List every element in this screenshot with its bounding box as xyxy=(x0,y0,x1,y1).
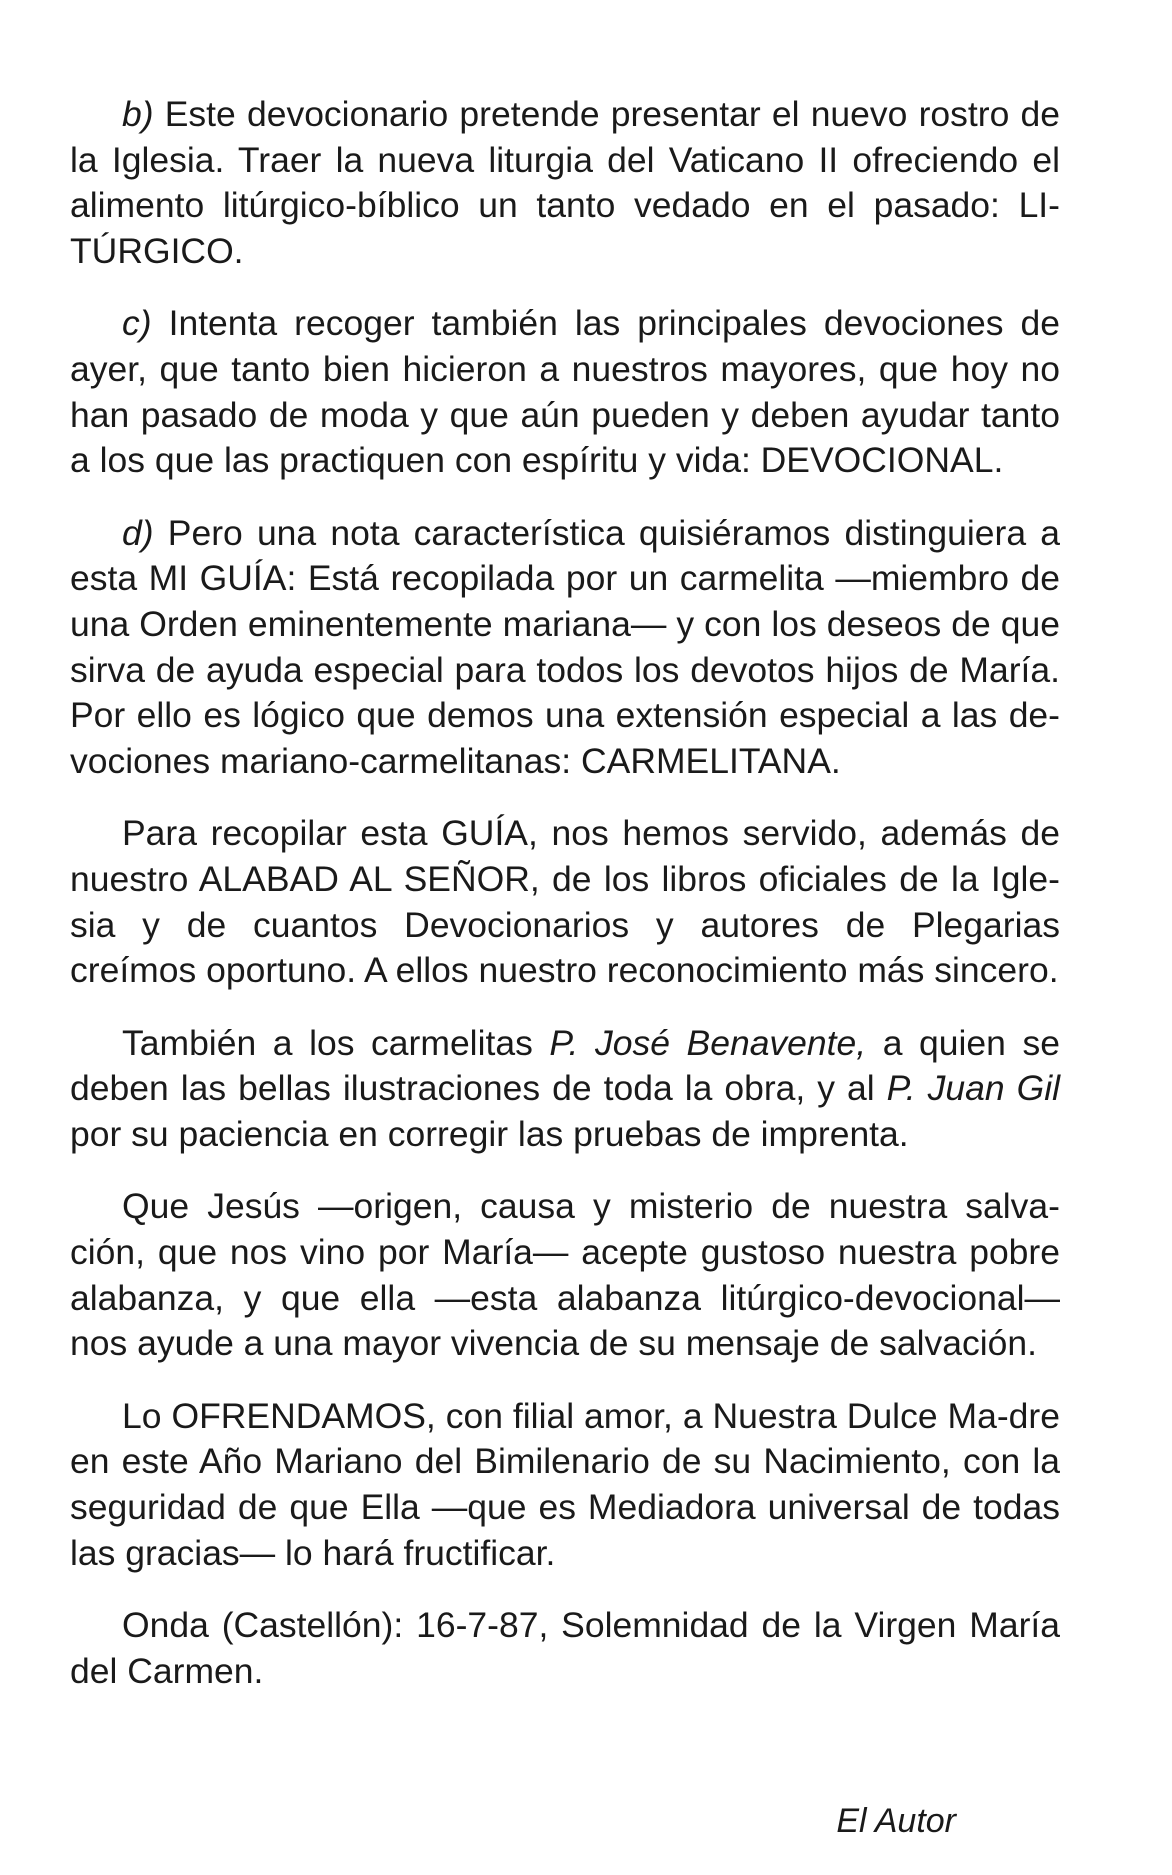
paragraph-label-d: d) xyxy=(122,512,154,553)
paragraph-label-b: b) xyxy=(122,94,154,134)
paragraph-recopilar: Para recopilar esta GUÍA, nos hemos servido, además de nuestro ALABAD AL SEÑOR, de los libros oficiales de la Igle-sia y de cuantos Devocionarios y autores de Plegarias creímos oportuno. A ellos nuestro reconocimiento más sincero. xyxy=(70,813,1060,991)
signature: El Autor xyxy=(836,1802,956,1840)
paragraph-ofrendamos: Lo OFRENDAMOS, con filial amor, a Nuestra Dulce Ma-dre en este Año Mariano del Bimilenario de su Nacimiento, con la seguridad de que Ella —que es Mediadora universal de todas las gracias— lo hará fructificar. xyxy=(70,1395,1060,1573)
paragraph-jesus: Que Jesús —origen, causa y misterio de nuestra salva-ción, que nos vino por María— acepte gustoso nuestra pobre alabanza, y que ella —esta alabanza litúrgico-devocional— nos ayude a una mayor vivencia de su mensaje de salvación. xyxy=(70,1186,1060,1364)
paragraph-b xyxy=(70,92,1060,274)
paragraph-c xyxy=(70,301,1060,483)
paragraph-text-c: Intenta recoger también las principales devociones de ayer, que tanto bien hicieron a nuestros mayores, que hoy no han pasado de moda y que aún pueden y deben ayudar tanto a los que las practiquen con espíritu y vida: DEVOCIONAL. xyxy=(70,303,1060,481)
proofreader-name: P. Juan Gil xyxy=(886,1068,1060,1109)
paragraph-text-b: Este devocionario pretende presentar el nuevo rostro de la Iglesia. Traer la nueva liturgia del Vaticano II ofreciendo el alimento litúrgico-bíblico un tanto vedado en el pasado: LI-TÚRGICO. xyxy=(70,94,1060,271)
paragraph-fecha: Onda (Castellón): 16-7-87, Solemnidad de la Virgen María del Carmen. xyxy=(70,1605,1060,1691)
agradecimiento-part-1: También a los carmelitas xyxy=(122,1022,550,1063)
paragraph-agradecimiento xyxy=(70,1021,1060,1158)
document-body xyxy=(70,92,1060,1694)
paragraph-label-c: c) xyxy=(122,303,152,344)
paragraph-d xyxy=(70,511,1060,785)
agradecimiento-part-3: por su paciencia en corregir las pruebas de imprenta. xyxy=(70,1113,909,1154)
agradecimiento-part-2: a quien se deben las bellas ilustraciones de toda la obra, y al xyxy=(70,1022,1060,1109)
illustrator-name: P. José Benavente, xyxy=(549,1022,867,1063)
paragraph-text-d: Pero una nota característica quisiéramos distinguiera a esta MI GUÍA: Está recopilada por un carmelita —miembro de una Orden eminentemente mariana— y con los deseos de que sirva de ayuda especial para todos los devotos hijos de María. Por ello es lógico que demos una extensión especial a las de-vociones mariano-carmelitanas: CARMELITANA. xyxy=(70,512,1060,781)
